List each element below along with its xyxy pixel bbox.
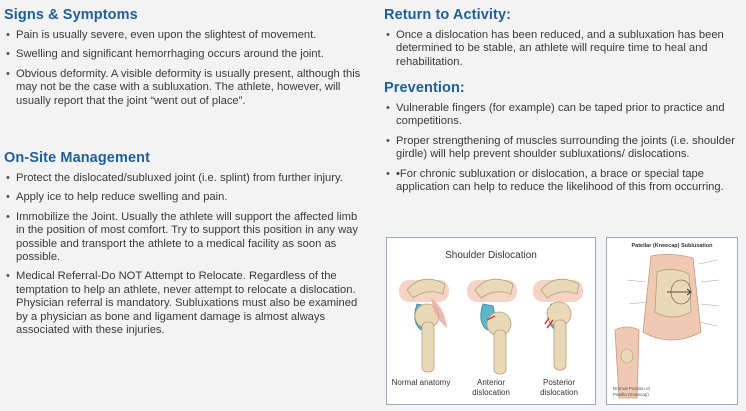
figure-note: Normal Position of Patella (Kneecap) [613,386,650,397]
caption-posterior: Posterior dislocation [540,378,578,397]
caption-anterior: Anterior dislocation [472,378,510,397]
signs-section [4,7,366,114]
list-item: • Protect the dislocated/subluxed joint (i.e. splint) from further injury. [4,172,366,185]
list-item: • Obvious deformity. A visible deformity is usually present, although this may not be the case with a subluxation. The athlete, however, will usually report that the joint “went out of place”. [4,68,366,108]
patellar-subluxation-figure [606,237,738,405]
list-item: • Pain is usually severe, even upon the slightest of movement. [4,29,366,42]
list-item: • Immobilize the Joint. Usually the athlete will support the affected limb in the position of most comfort. Try to support this position in any way possible and transport the athlete to a medical facility as soon as possible. [4,211,366,265]
return-section [384,7,740,75]
knee-closeup-image [627,254,719,340]
list-item: • •For chronic subluxation or dislocation, a brace or special tape application can help to reduce the likelihood of this from occurring. [384,168,740,195]
caption-normal: Normal anatomy [391,378,451,387]
prevention-section [384,80,740,200]
prevention-list [384,102,740,194]
list-item: • Medical Referral-Do NOT Attempt to Relocate. Regardless of the temptation to help an athlete, never attempt to relocate a dislocation. Physician referral is mandatory. Subluxations must also be examined by a physician as bone and ligament damage is almost always associated with these injuries. [4,270,366,337]
return-heading: Return to Activity: [384,7,512,23]
knee-illustration [607,252,737,402]
prevention-heading: Prevention: [384,80,465,96]
onsite-section [4,150,366,343]
figure-title: Shoulder Dislocation [445,250,537,261]
onsite-list [4,172,366,337]
figure-title: Patellar (Kneecap) Subluxation [631,243,713,249]
list-item: • Vulnerable fingers (for example) can be taped prior to practice and competitions. [384,102,740,129]
onsite-heading: On-Site Management [4,150,151,166]
signs-heading: Signs & Symptoms [4,7,138,23]
list-item: • Proper strengthening of muscles surrounding the joints (i.e. shoulder girdle) will help prevent shoulder subluxations/ dislocations. [384,135,740,162]
signs-list [4,29,366,108]
list-item: • Apply ice to help reduce swelling and pain. [4,191,366,204]
normal-shoulder-image [399,279,449,372]
posterior-dislocation-image [533,279,583,370]
shoulder-dislocation-figure [386,237,596,405]
anterior-dislocation-image [467,279,517,374]
shoulder-illustration [387,260,595,380]
list-item: • Once a dislocation has been reduced, and a subluxation has been determined to be stable, an athlete will require time to heal and rehabilitation. [384,29,740,69]
list-item: • Swelling and significant hemorrhaging occurs around the joint. [4,48,366,61]
return-list [384,29,740,69]
